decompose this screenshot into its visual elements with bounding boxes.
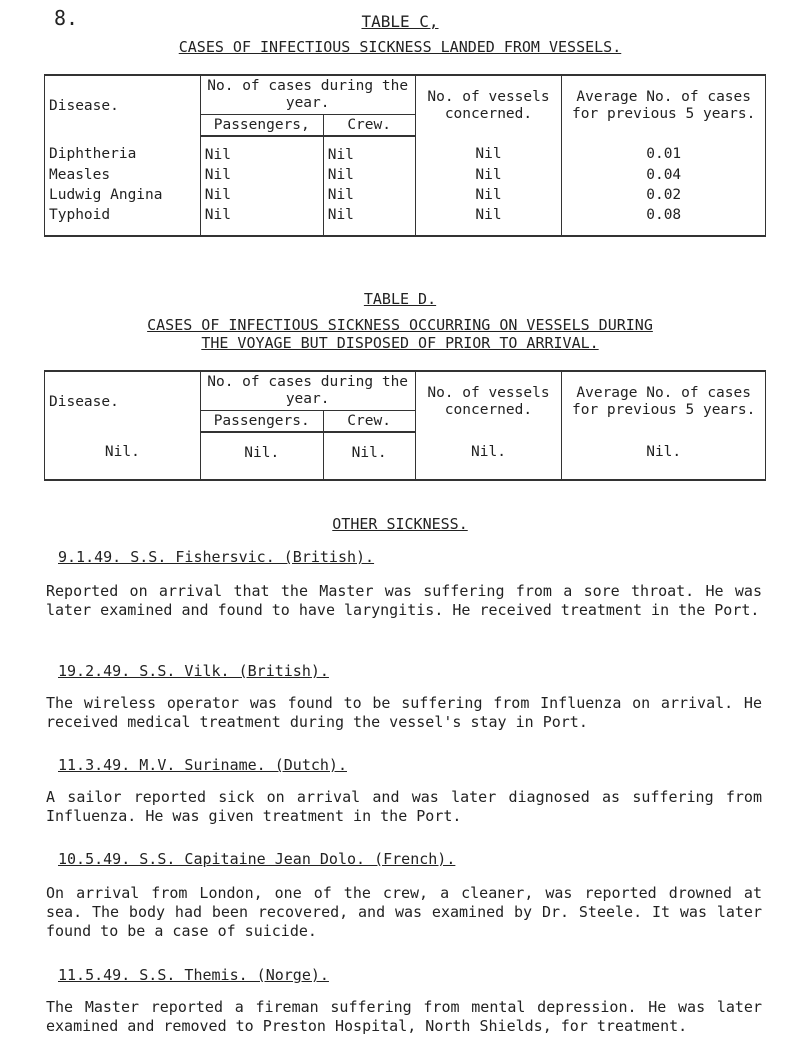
- other-sickness-title: OTHER SICKNESS.: [332, 515, 468, 533]
- table-d-cell-passengers: Nil.: [200, 432, 323, 480]
- table-c-cell-average: 0.01: [562, 136, 766, 165]
- table-row: [45, 205, 766, 236]
- entry-text: [46, 998, 762, 1036]
- table-c-cell-crew: Nil: [323, 185, 415, 205]
- table-c-cell-disease: Diphtheria: [45, 136, 201, 165]
- table-c-cell-average: 0.04: [562, 165, 766, 185]
- table-c: [44, 74, 766, 237]
- table-c-cell-average: 0.02: [562, 185, 766, 205]
- table-c-cell-passengers: Nil: [200, 185, 323, 205]
- entry-paragraph: On arrival from London, one of the crew, a cleaner, was reported drowned at sea. The body had been recovered, and was examined by Dr. Steele. It was later found to be a case of suicide.: [46, 884, 762, 940]
- entry-paragraph: A sailor reported sick on arrival and was later diagnosed as suffering from Influenza. He was given treatment in the Port.: [46, 788, 762, 825]
- table-c-header-vessels: No. of vessels concerned.: [415, 75, 562, 136]
- table-c-cell-passengers: Nil: [200, 165, 323, 185]
- table-c-cell-passengers: Nil: [200, 205, 323, 236]
- table-c-cell-disease: Ludwig Angina: [45, 185, 201, 205]
- table-d-cell-crew: Nil.: [323, 432, 415, 480]
- entry-paragraph: Reported on arrival that the Master was suffering from a sore throat. He was later examined and found to have laryngitis. He received treatment in the Port.: [46, 582, 762, 619]
- entry-text: [46, 884, 762, 941]
- table-row: [45, 185, 766, 205]
- table-c-header-average: Average No. of cases for previous 5 years.: [562, 75, 766, 136]
- table-c-cell-disease: Measles: [45, 165, 201, 185]
- entry-heading: 19.2.49. S.S. Vilk. (British).: [58, 662, 329, 680]
- table-c-header-passengers: Passengers,: [200, 115, 323, 137]
- table-c-cell-crew: Nil: [323, 205, 415, 236]
- table-d-header-cases: No. of cases during the year.: [200, 371, 415, 411]
- table-c-header-cases: No. of cases during the year.: [200, 75, 415, 115]
- entry-heading: 11.5.49. S.S. Themis. (Norge).: [58, 966, 329, 984]
- entry-text: [46, 694, 762, 732]
- entry-text: [46, 788, 762, 826]
- table-d-header-vessels: No. of vessels concerned.: [415, 371, 562, 432]
- table-c-cell-crew: Nil: [323, 165, 415, 185]
- table-c-cell-passengers: Nil: [200, 136, 323, 165]
- entry-text: [46, 582, 762, 620]
- table-c-label: TABLE C,: [361, 12, 439, 31]
- entry-paragraph: The wireless operator was found to be suffering from Influenza on arrival. He received medical treatment during the vessel's stay in Port.: [46, 694, 762, 731]
- table-c-header-crew: Crew.: [323, 115, 415, 137]
- table-d-header-passengers: Passengers.: [200, 411, 323, 433]
- entry-heading: 11.3.49. M.V. Suriname. (Dutch).: [58, 756, 347, 774]
- table-c-header-disease: Disease.: [45, 75, 201, 136]
- table-c-cell-vessels: Nil: [415, 205, 562, 236]
- table-d-label: TABLE D.: [363, 290, 437, 308]
- table-row: [45, 165, 766, 185]
- entry-heading: 10.5.49. S.S. Capitaine Jean Dolo. (French).: [58, 850, 456, 868]
- table-c-cell-vessels: Nil: [415, 185, 562, 205]
- table-c-cell-average: 0.08: [562, 205, 766, 236]
- table-d-cell-average: Nil.: [562, 432, 766, 480]
- table-d-header-disease: Disease.: [45, 371, 201, 432]
- table-c-title: CASES OF INFECTIOUS SICKNESS LANDED FROM VESSELS.: [178, 38, 622, 56]
- table-row: [45, 432, 766, 480]
- table-d-header-crew: Crew.: [323, 411, 415, 433]
- table-c-cell-disease: Typhoid: [45, 205, 201, 236]
- table-d-title-line2: THE VOYAGE BUT DISPOSED OF PRIOR TO ARRIVAL.: [201, 334, 599, 352]
- table-d-cell-disease: Nil.: [45, 432, 201, 480]
- table-d: [44, 370, 766, 481]
- table-d-cell-vessels: Nil.: [415, 432, 562, 480]
- entry-heading: 9.1.49. S.S. Fishersvic. (British).: [58, 548, 375, 566]
- table-c-cell-crew: Nil: [323, 136, 415, 165]
- entry-paragraph: The Master reported a fireman suffering from mental depression. He was later examined and removed to Preston Hospital, North Shields, for treatment.: [46, 998, 762, 1035]
- table-d-title-line1: CASES OF INFECTIOUS SICKNESS OCCURRING ON VESSELS DURING: [147, 316, 653, 334]
- table-c-cell-vessels: Nil: [415, 136, 562, 165]
- page-number: 8.: [54, 6, 79, 30]
- table-c-cell-vessels: Nil: [415, 165, 562, 185]
- table-row: [45, 136, 766, 165]
- table-d-header-average: Average No. of cases for previous 5 years.: [562, 371, 766, 432]
